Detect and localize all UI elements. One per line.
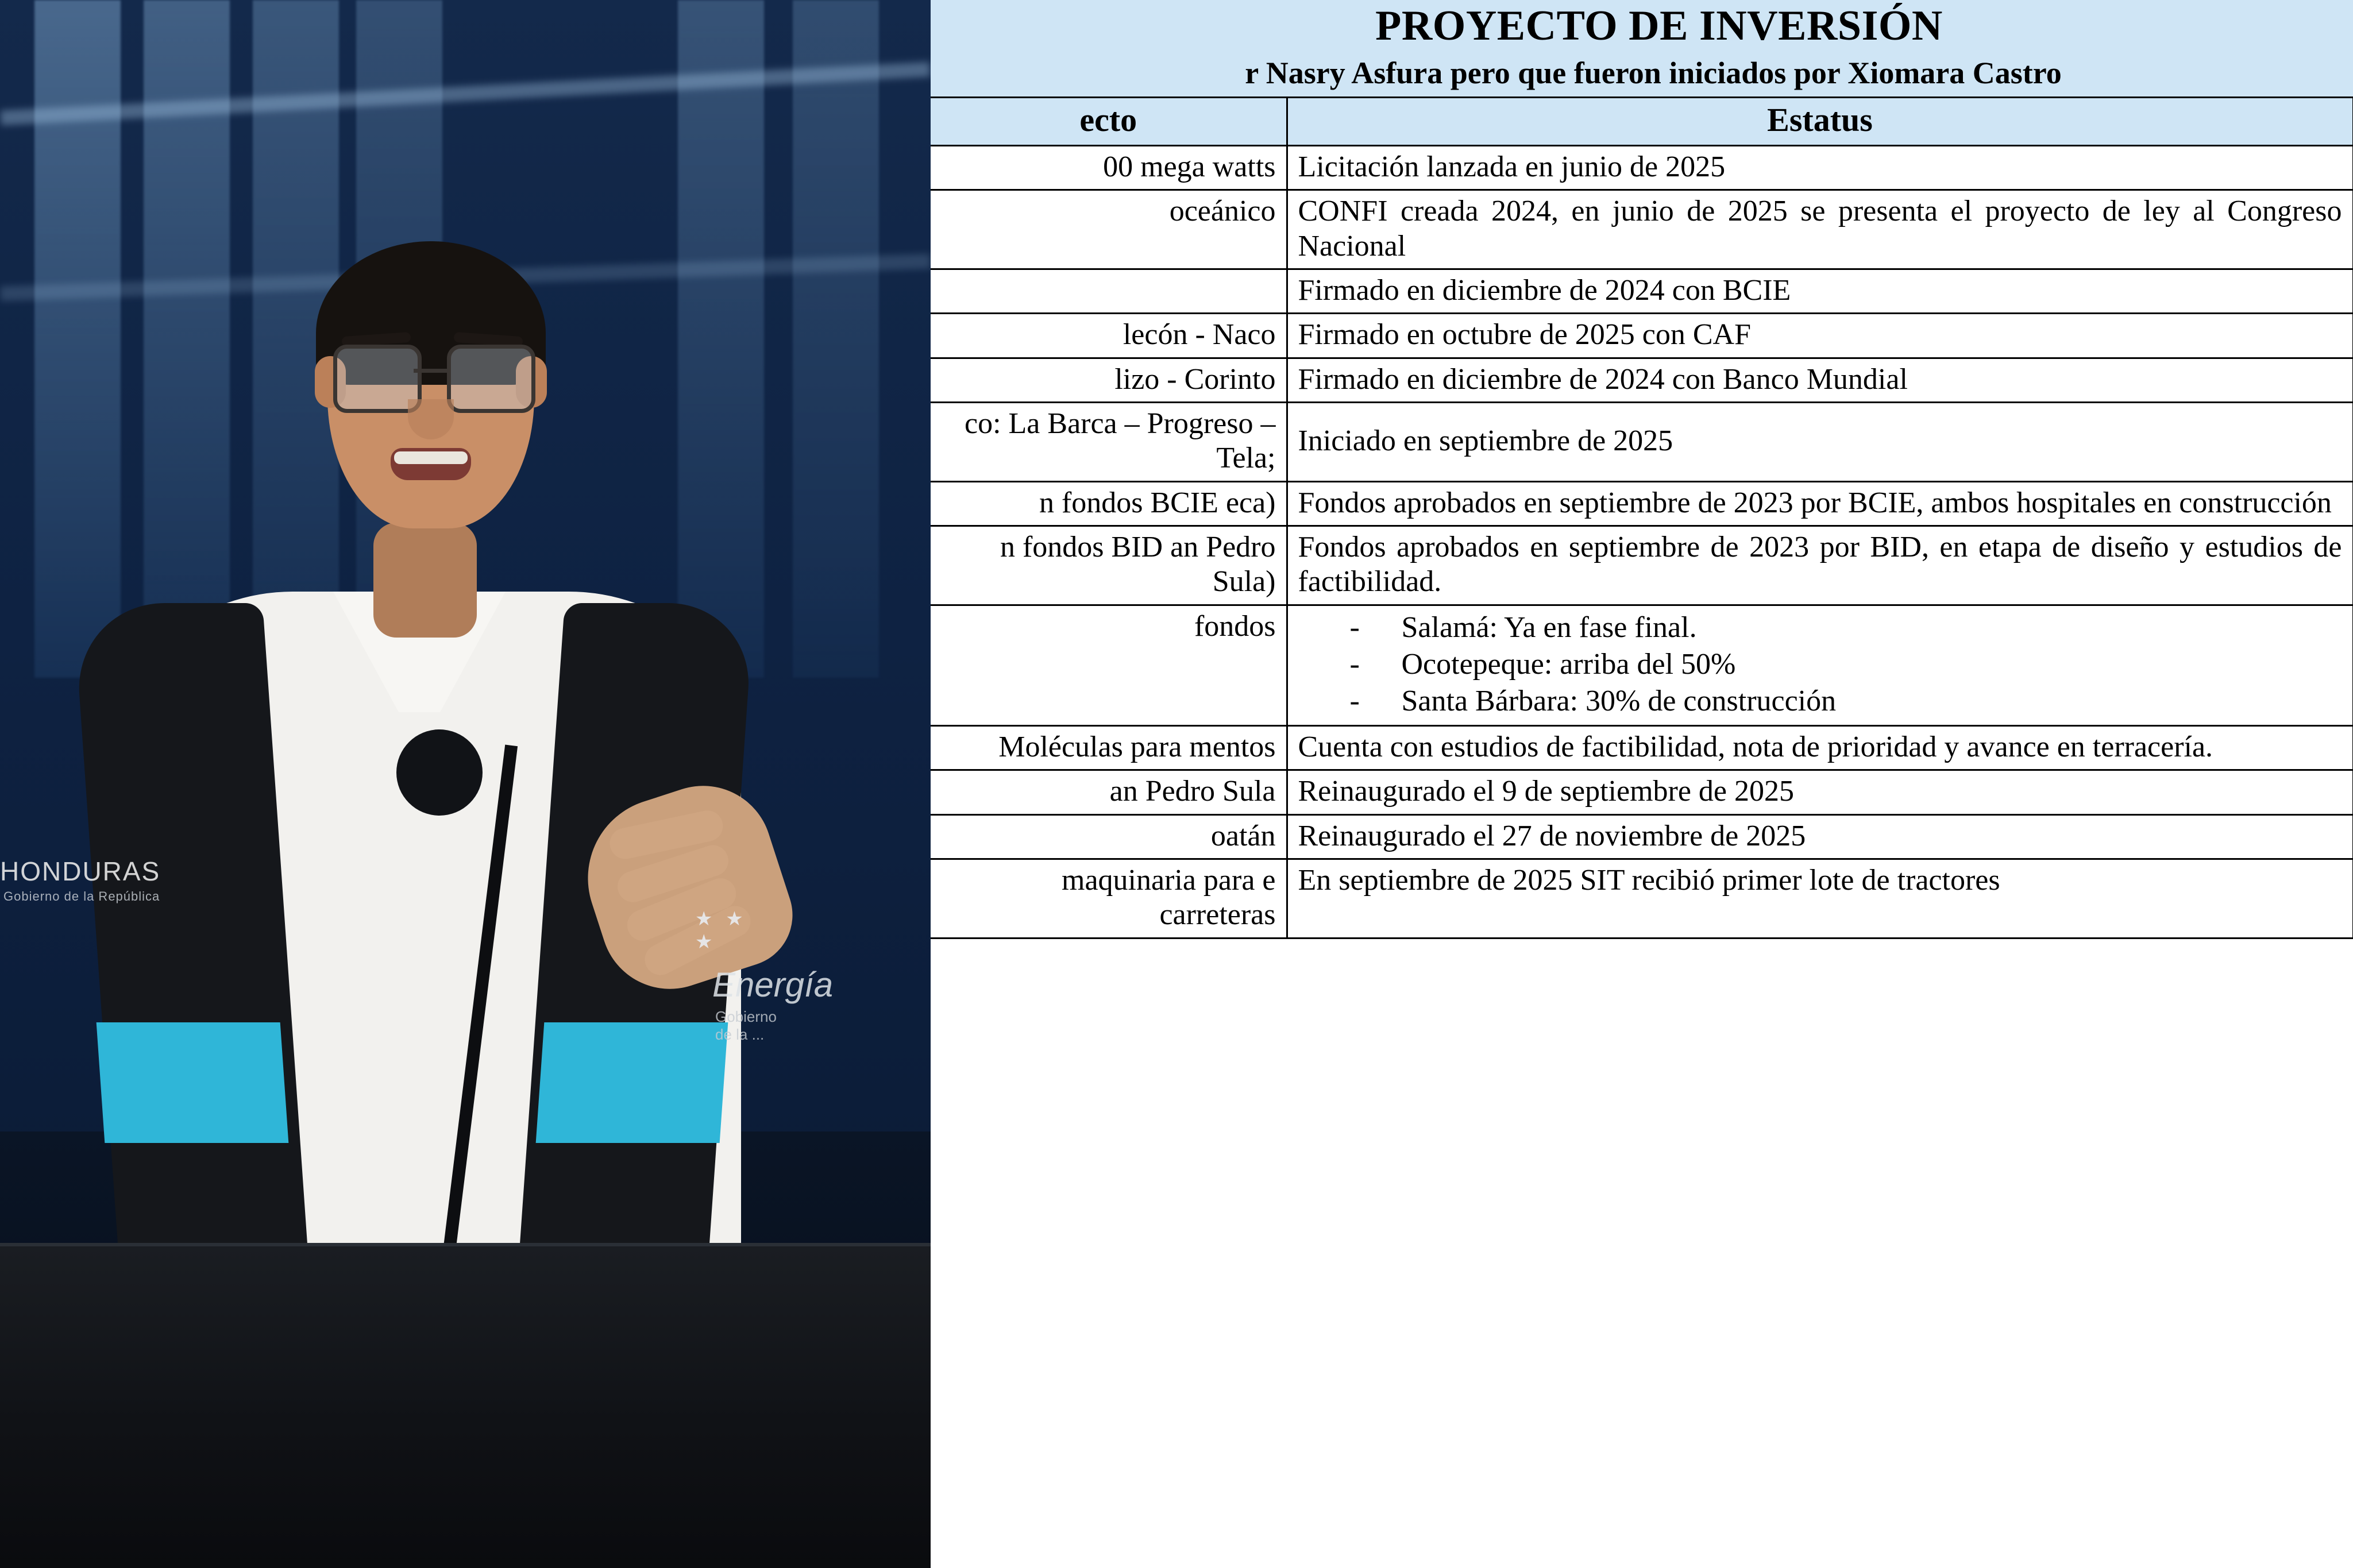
cell-estatus: Firmado en diciembre de 2024 con BCIE — [1287, 269, 2353, 314]
speaker-figure — [86, 86, 834, 1304]
cell-proyecto: maquinaria para e carreteras — [931, 859, 1287, 938]
investment-projects-document — [931, 0, 2353, 1568]
eyeglass-bridge — [414, 369, 448, 373]
eyeglasses-icon — [327, 345, 534, 408]
table-row — [931, 526, 2353, 605]
cell-proyecto: oatán — [931, 814, 1287, 859]
table-row — [931, 146, 2353, 190]
vest-label-subtitle: Gobierno de la ... — [715, 1008, 777, 1043]
speaker-neck — [373, 523, 477, 638]
backdrop-light-panel — [793, 0, 879, 678]
document-header — [931, 0, 2353, 96]
table-header-row — [931, 97, 2353, 145]
table-row — [931, 190, 2353, 269]
cell-estatus: Cuenta con estudios de factibilidad, nota de prioridad y avance en terracería. — [1287, 725, 2353, 770]
column-header-estatus: Estatus — [1287, 97, 2353, 145]
status-sublist-item: - Ocotepeque: arriba del 50% — [1350, 646, 2342, 683]
projects-table — [931, 96, 2353, 939]
status-sublist-item: - Salamá: Ya en fase final. — [1350, 609, 2342, 646]
table-row — [931, 859, 2353, 938]
table-row — [931, 358, 2353, 402]
cell-estatus: Firmado en diciembre de 2024 con Banco Mundial — [1287, 358, 2353, 402]
cell-estatus: Reinaugurado el 9 de septiembre de 2025 — [1287, 770, 2353, 814]
podium-badge-title: HONDURAS — [0, 856, 161, 886]
cell-proyecto: 00 mega watts — [931, 146, 1287, 190]
podium-badge-subtitle: Gobierno de la República — [3, 889, 160, 903]
speaker-teeth — [394, 451, 468, 464]
cell-proyecto: n fondos BID an Pedro Sula) — [931, 526, 1287, 605]
cell-estatus: CONFI creada 2024, en junio de 2025 se presenta el proyecto de ley al Congreso Nacional — [1287, 190, 2353, 269]
table-row — [931, 402, 2353, 481]
document-subtitle: r Nasry Asfura pero que fueron iniciados por Xiomara Castro — [1245, 56, 2062, 91]
status-sublist — [1298, 609, 2342, 720]
table-row — [931, 814, 2353, 859]
document-title: PROYECTO DE INVERSIÓN — [1375, 2, 1943, 49]
table-row — [931, 770, 2353, 814]
cell-estatus: Licitación lanzada en junio de 2025 — [1287, 146, 2353, 190]
cell-proyecto: lecón - Naco — [931, 314, 1287, 358]
podium — [0, 1243, 931, 1568]
table-row — [931, 314, 2353, 358]
vest-stripe — [97, 1022, 289, 1143]
status-sublist-item: - Santa Bárbara: 30% de construcción — [1350, 683, 2342, 720]
cell-estatus-list — [1287, 605, 2353, 725]
speaker-mouth — [391, 448, 471, 480]
table-row — [931, 605, 2353, 725]
cell-estatus: Iniciado en septiembre de 2025 — [1287, 402, 2353, 481]
cell-estatus: En septiembre de 2025 SIT recibió primer lote de tractores — [1287, 859, 2353, 938]
vest-label: Energía — [712, 965, 834, 1004]
cell-estatus: Firmado en octubre de 2025 con CAF — [1287, 314, 2353, 358]
vest-stars: ★ ★ ★ — [695, 907, 747, 953]
table-row — [931, 481, 2353, 526]
cell-proyecto — [931, 269, 1287, 314]
cell-proyecto: n fondos BCIE eca) — [931, 481, 1287, 526]
cell-proyecto: fondos — [931, 605, 1287, 725]
cell-estatus: Fondos aprobados en septiembre de 2023 por BID, en etapa de diseño y estudios de factibilidad. — [1287, 526, 2353, 605]
table-row — [931, 725, 2353, 770]
column-header-proyecto: ecto — [931, 97, 1287, 145]
microphone-icon — [396, 729, 483, 816]
cell-proyecto: an Pedro Sula — [931, 770, 1287, 814]
eyeglass-lens — [447, 345, 535, 413]
cell-estatus: Reinaugurado el 27 de noviembre de 2025 — [1287, 814, 2353, 859]
cell-proyecto: Moléculas para mentos — [931, 725, 1287, 770]
cell-proyecto: co: La Barca – Progreso – Tela; — [931, 402, 1287, 481]
cell-estatus: Fondos aprobados en septiembre de 2023 por BCIE, ambos hospitales en construcción — [1287, 481, 2353, 526]
table-row — [931, 269, 2353, 314]
cell-proyecto: lizo - Corinto — [931, 358, 1287, 402]
vest-stripe — [536, 1022, 728, 1143]
cell-proyecto: oceánico — [931, 190, 1287, 269]
press-conference-photo — [0, 0, 931, 1568]
